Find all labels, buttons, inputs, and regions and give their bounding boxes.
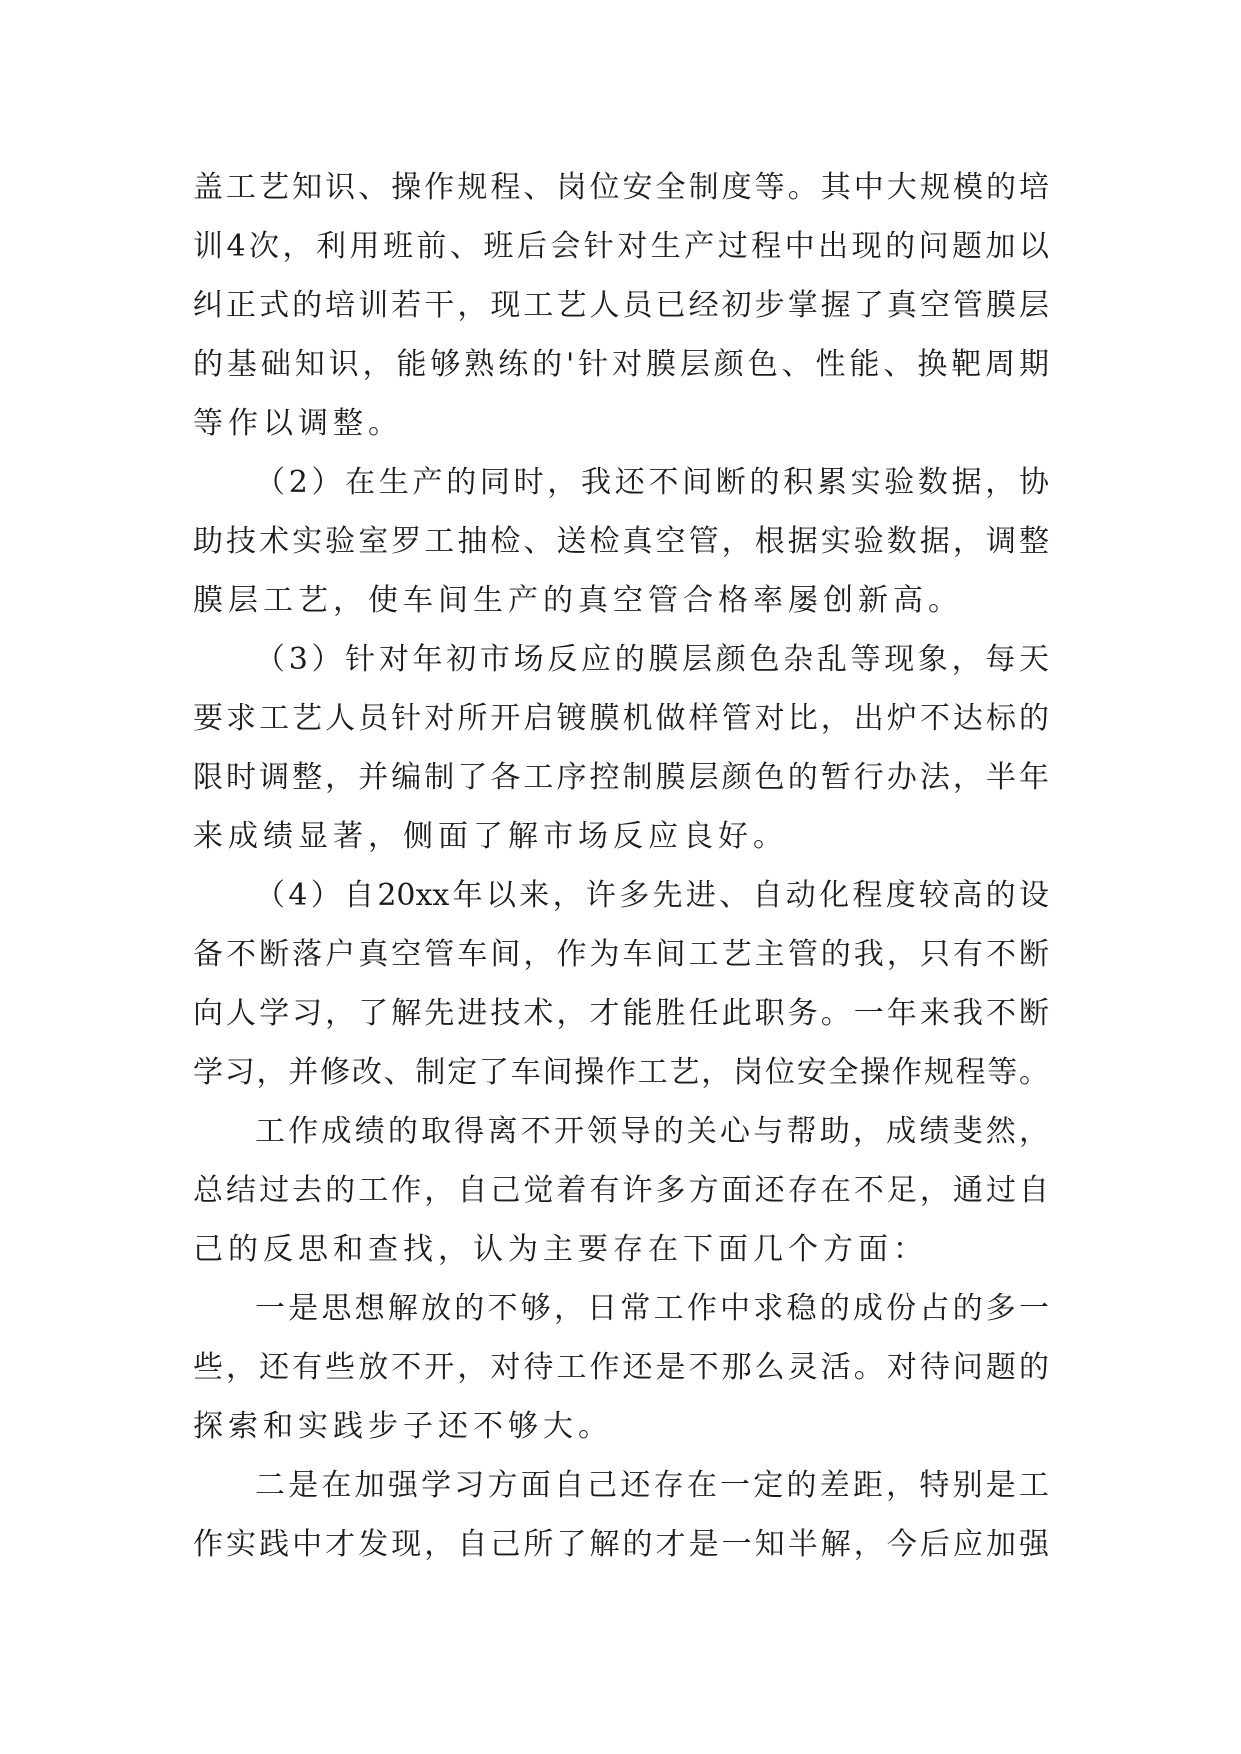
text-line: 要求工艺人员针对所开启镀膜机做样管对比，出炉不达标的 — [193, 701, 1049, 736]
text-line: 的基础知识，能够熟练的'针对膜层颜色、性能、换靶周期 — [193, 347, 1049, 382]
text-line: 些，还有些放不开，对待工作还是不那么灵活。对待问题的 — [193, 1350, 1049, 1385]
text-line: 等作以调整。 — [193, 406, 403, 441]
text-line: 作实践中才发现，自己所了解的才是一知半解，今后应加强 — [193, 1527, 1049, 1562]
text-line: 学习，并修改、制定了车间操作工艺，岗位安全操作规程等。 — [193, 1055, 1049, 1090]
text-line: 工作成绩的取得离不开领导的关心与帮助，成绩斐然， — [255, 1114, 1049, 1149]
text-line: （3）针对年初市场反应的膜层颜色杂乱等现象，每天 — [255, 642, 1049, 677]
text-line: 总结过去的工作，自己觉着有许多方面还存在不足，通过自 — [193, 1173, 1049, 1208]
text-line: 限时调整，并编制了各工序控制膜层颜色的暂行办法，半年 — [193, 760, 1049, 795]
text-line: 膜层工艺，使车间生产的真空管合格率屡创新高。 — [193, 583, 963, 618]
text-line: 助技术实验室罗工抽检、送检真空管，根据实验数据，调整 — [193, 524, 1049, 559]
text-line: 探索和实践步子还不够大。 — [193, 1409, 613, 1444]
text-line: （2）在生产的同时，我还不间断的积累实验数据，协 — [255, 465, 1049, 500]
text-line: 纠正式的培训若干，现工艺人员已经初步掌握了真空管膜层 — [193, 288, 1049, 323]
text-line: 盖工艺知识、操作规程、岗位安全制度等。其中大规模的培 — [193, 170, 1049, 205]
text-line: 备不断落户真空管车间，作为车间工艺主管的我，只有不断 — [193, 937, 1049, 972]
text-line: （4）自20xx年以来，许多先进、自动化程度较高的设 — [255, 878, 1049, 913]
text-line: 向人学习，了解先进技术，才能胜任此职务。一年来我不断 — [193, 996, 1049, 1031]
text-line: 一是思想解放的不够，日常工作中求稳的成份占的多一 — [255, 1291, 1049, 1326]
text-line: 二是在加强学习方面自己还存在一定的差距，特别是工 — [255, 1468, 1049, 1503]
text-line: 来成绩显著，侧面了解市场反应良好。 — [193, 819, 788, 854]
text-line: 己的反思和查找，认为主要存在下面几个方面： — [193, 1232, 928, 1267]
text-line: 训4次，利用班前、班后会针对生产过程中出现的问题加以 — [193, 229, 1049, 264]
document-body — [193, 158, 1049, 1574]
